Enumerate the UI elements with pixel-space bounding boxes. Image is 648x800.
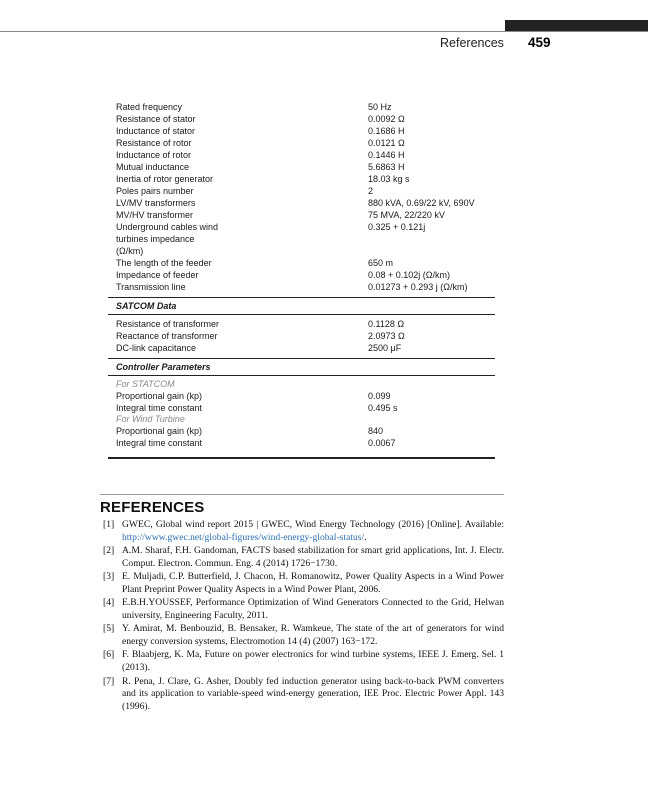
param-value: 5.6863 H: [368, 162, 405, 172]
table-bottom-rule: [108, 457, 495, 459]
param-value: 75 MVA, 22/220 kV: [368, 210, 445, 220]
reference-item: [100, 519, 504, 545]
table-row: [108, 437, 495, 449]
table-row: [108, 330, 495, 342]
reference-item: [100, 676, 504, 714]
param-value: [368, 233, 495, 245]
table-row: [108, 342, 495, 354]
param-name: Poles pairs number: [116, 186, 194, 196]
running-head: References: [440, 36, 504, 50]
param-value: 2: [368, 186, 374, 196]
param-value: 0.08 + 0.102j (Ω/km): [368, 270, 451, 280]
table-row: [108, 281, 495, 293]
param-name: MV/HV transformer: [116, 210, 194, 220]
param-value: 0.495 s: [368, 403, 398, 413]
param-value: 0.099: [368, 391, 391, 401]
table-row: [108, 137, 495, 149]
reference-item: [100, 623, 504, 649]
param-value: 0.0067: [368, 438, 396, 448]
table-row: [108, 101, 495, 113]
param-value: 650 m: [368, 258, 394, 268]
table-row: [108, 125, 495, 137]
param-name: (Ω/km): [116, 246, 144, 256]
reference-number: [2]: [103, 545, 115, 557]
param-value: 2500 μF: [368, 343, 402, 353]
reference-number: [1]: [103, 519, 115, 530]
table-row: [108, 113, 495, 125]
param-name: Underground cables wind: [116, 222, 219, 232]
reference-link[interactable]: http://www.gwec.net/global-figures/wind-energy-global-status/: [122, 531, 365, 543]
controller-section-title: Controller Parameters: [108, 358, 495, 376]
table-row: [108, 425, 495, 437]
statcom-subheading: For STATCOM: [116, 379, 175, 389]
table-row: [108, 269, 495, 281]
param-name: DC-link capacitance: [116, 343, 197, 353]
header-rule: [0, 31, 648, 32]
reference-text: E.B.H.YOUSSEF, Performance Optimization of Wind Generators Connected to the Grid, Helwan university, Engineering Faculty, 2011.: [122, 597, 504, 622]
table-row: [108, 221, 495, 233]
param-value: 880 kVA, 0.69/22 kV, 690V: [368, 198, 475, 208]
reference-text: R. Pena, J. Clare, G. Asher, Doubly fed induction generator using back-to-back PWM converters and its application to variable-speed wind-energy generation, IEE Proc. Electric Power Appl. 143 (1996).: [122, 675, 504, 713]
reference-item: [100, 571, 504, 597]
satcom-rows: [108, 318, 495, 354]
reference-number: [6]: [103, 649, 115, 661]
table-row: [108, 173, 495, 185]
param-value: 0.1128 Ω: [368, 319, 405, 329]
references-rule: [100, 494, 504, 495]
param-name: Rated frequency: [116, 102, 183, 112]
param-name: LV/MV transformers: [116, 198, 196, 208]
param-name: Resistance of stator: [116, 114, 196, 124]
table-row: [108, 149, 495, 161]
reference-number: [7]: [103, 675, 115, 687]
parameter-table: [108, 101, 495, 449]
param-name: Transmission line: [116, 282, 186, 292]
satcom-section-title: SATCOM Data: [108, 297, 495, 315]
table-row: [108, 245, 495, 257]
param-name: Inductance of stator: [116, 126, 196, 136]
parameter-rows: [108, 101, 495, 293]
param-value: 0.0092 Ω: [368, 114, 405, 124]
turbine-subheading: For Wind Turbine: [116, 414, 185, 424]
param-name: Reactance of transformer: [116, 331, 218, 341]
reference-item: [100, 597, 504, 623]
table-row: [108, 185, 495, 197]
reference-text: F. Blaabjerg, K. Ma, Future on power electronics for wind turbine systems, IEEE J. Emerg. Sel. 1 (2013).: [122, 649, 504, 674]
param-name: Integral time constant: [116, 438, 203, 448]
param-name: Resistance of rotor: [116, 138, 192, 148]
reference-text: Y. Amirat, M. Benbouzid, B. Bensaker, R. Wamkeue, The state of the art of generators for wind energy conversion systems, Electromotion 14 (4) (2007) 163−172.: [122, 623, 504, 648]
table-row: [108, 318, 495, 330]
param-value: 0.01273 + 0.293 j (Ω/km): [368, 282, 468, 292]
param-name: The length of the feeder: [116, 258, 212, 268]
reference-item: [100, 545, 504, 571]
table-row: [108, 402, 495, 414]
param-value: 50 Hz: [368, 102, 392, 112]
param-value: 0.325 + 0.121j: [368, 222, 426, 232]
param-name: turbines impedance: [116, 234, 195, 244]
turbine-rows: [108, 425, 495, 449]
param-name: Proportional gain (kp): [116, 426, 203, 436]
param-name: Resistance of transformer: [116, 319, 220, 329]
param-name: Integral time constant: [116, 403, 203, 413]
param-name: Mutual inductance: [116, 162, 190, 172]
param-name: Inertia of rotor generator: [116, 174, 214, 184]
reference-number: [4]: [103, 597, 115, 609]
references-list: [100, 519, 504, 714]
table-row: [108, 257, 495, 269]
references-heading: REFERENCES: [100, 499, 205, 516]
table-row: [108, 233, 495, 245]
table-row: [108, 161, 495, 173]
reference-item: [100, 649, 504, 675]
reference-number: [3]: [103, 571, 115, 583]
reference-tail: .: [364, 531, 367, 543]
param-name: Proportional gain (kp): [116, 391, 203, 401]
page-number: 459: [528, 35, 551, 50]
param-value: [368, 245, 495, 257]
param-value: 2.0973 Ω: [368, 331, 405, 341]
table-row: [108, 197, 495, 209]
param-value: 0.1446 H: [368, 150, 405, 160]
reference-text: E. Muljadi, C.P. Butterfield, J. Chacon, H. Romanowitz, Power Quality Aspects in a Wind Power Plant Preprint Power Quality Aspects in a Wind Power Plant, 2006.: [122, 571, 504, 595]
param-name: Impedance of feeder: [116, 270, 199, 280]
param-value: 0.1686 H: [368, 126, 405, 136]
param-value: 0.0121 Ω: [368, 138, 405, 148]
param-name: Inductance of rotor: [116, 150, 192, 160]
param-value: 840: [368, 426, 384, 436]
reference-number: [5]: [103, 623, 115, 635]
param-value: 18.03 kg s: [368, 174, 410, 184]
table-row: [108, 209, 495, 221]
statcom-rows: [108, 390, 495, 414]
reference-text: GWEC, Global wind report 2015 | GWEC, Wind Energy Technology (2016) [Online]. Available:: [122, 519, 504, 530]
table-row: [108, 390, 495, 402]
reference-text: A.M. Sharaf, F.H. Gandoman, FACTS based stabilization for smart grid applications, Int. J. Electr. Comput. Electron. Commun. Eng. 4 (2014) 1726−1730.: [122, 545, 504, 569]
